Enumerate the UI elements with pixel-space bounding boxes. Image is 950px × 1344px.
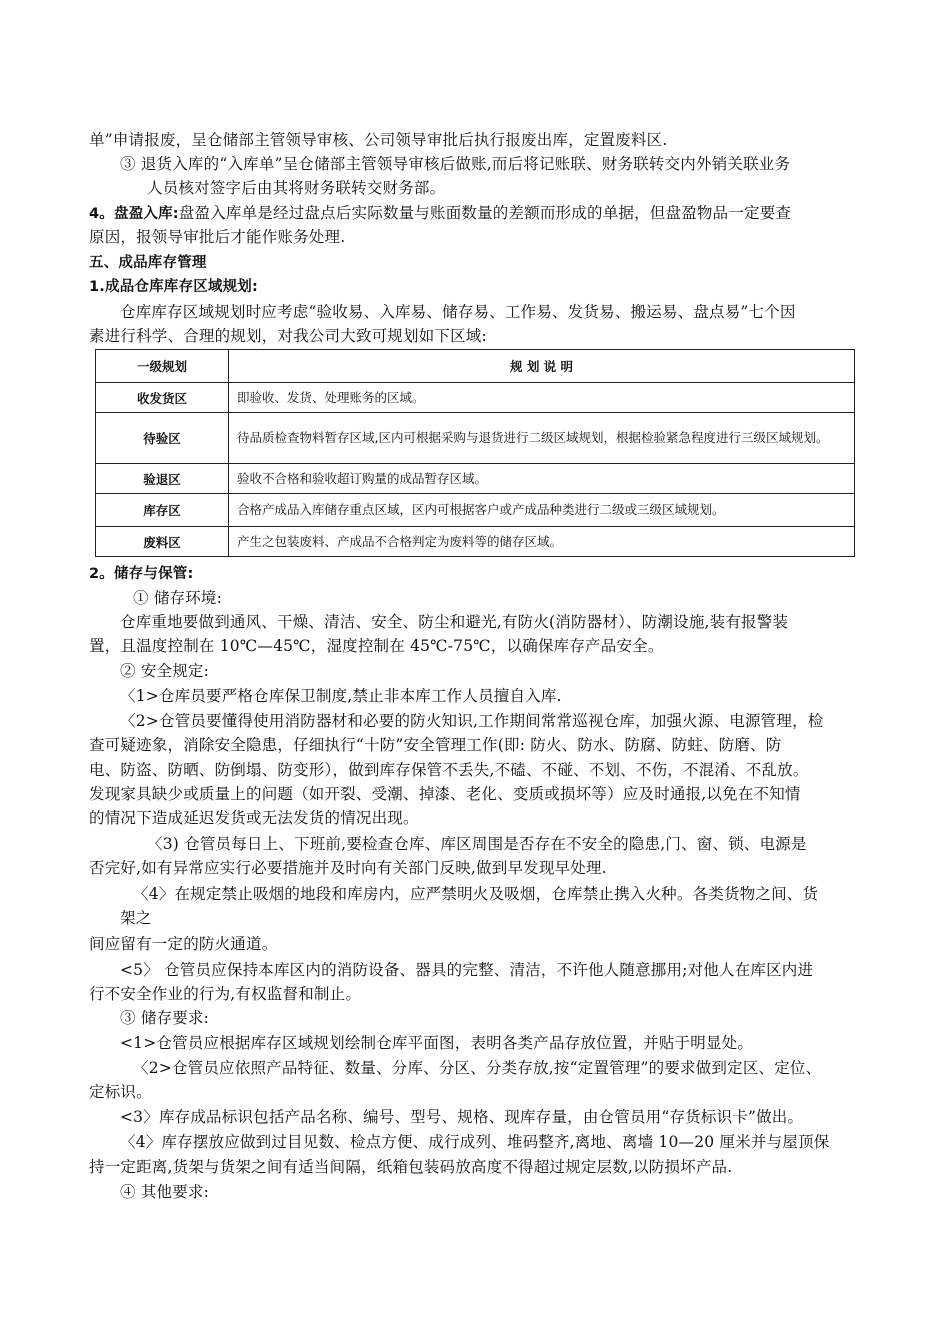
text-line: 〈1>仓库员要严格仓库保卫制度,禁止非本库工作人员擅自入库. <box>120 687 562 705</box>
text-line: <5〉 仓管员应保持本库区内的消防设备、器具的完整、清洁，不许他人随意挪用;对他人在库区内进 <box>120 961 814 979</box>
zone-description: 产生之包装废料、产成品不合格判定为废料等的储存区域。 <box>229 527 855 557</box>
text-line: 〈2>仓管员应依照产品特征、数量、分库、分区、分类存放,按“定置管理”的要求做到定区、定位、 <box>133 1059 822 1077</box>
text-line: 架之 <box>120 909 152 927</box>
text-line: 间应留有一定的防火通道。 <box>89 935 278 953</box>
table-header-cell: 规 划 说 明 <box>229 350 855 383</box>
zone-name: 库存区 <box>96 494 229 527</box>
table-row <box>96 527 855 557</box>
table-row <box>96 464 855 494</box>
text-line: 原因，报领导审批后才能作账务处理. <box>89 228 346 246</box>
text-line: 定标识。 <box>89 1083 152 1101</box>
section-heading: 2。储存与保管: <box>89 566 194 582</box>
table-header-row <box>96 350 855 383</box>
text-line: 查可疑迹象，消除安全隐患，仔细执行“十防”安全管理工作(即: 防火、防水、防腐、防蛀、防磨、防 <box>89 736 782 754</box>
text-line: 的情况下造成延迟发货或无法发货的情况出现。 <box>89 809 419 827</box>
zone-name: 收发货区 <box>96 383 229 413</box>
text-line: ③ 退货入库的“入库单”呈仓储部主管领导审核后做账,而后将记账联、财务联转交内外销关联业务 <box>120 155 791 173</box>
subsection-heading: 1.成品仓库库存区域规划: <box>89 279 258 295</box>
text-line: 否完好,如有异常应实行必要措施并及时向有关部门反映,做到早发现早处理. <box>89 859 607 877</box>
table-row <box>96 413 855 464</box>
table-row <box>96 494 855 527</box>
zone-description: 即验收、发货、处理账务的区域。 <box>229 383 855 413</box>
text-line: <3〉库存成品标识包括产品名称、编号、型号、规格、现库存量，由仓管员用“存货标识卡”做出。 <box>120 1108 804 1126</box>
text-line: ① 储存环境: <box>133 589 223 607</box>
text-line: 行不安全作业的行为,有权监督和制止。 <box>89 985 362 1003</box>
text-line: 〈4〉在规定禁止吸烟的地段和库房内，应严禁明火及吸烟，仓库禁止携入火种。各类货物之间、货 <box>133 885 819 903</box>
text-line: 盘盈入库单是经过盘点后实际数量与账面数量的差额而形成的单据，但盘盈物品一定要查 <box>178 204 792 222</box>
table-row <box>96 383 855 413</box>
text-line: 发现家具缺少或质量上的问题（如开裂、受潮、掉漆、老化、变质或损坏等）应及时通报,以免在不知情 <box>89 785 801 803</box>
text-line: 置，且温度控制在 10℃—45℃，湿度控制在 45℃-75℃，以确保库存产品安全。 <box>89 637 664 655</box>
text-line: 持一定距离,货架与货架之间有适当间隔，纸箱包装码放高度不得超过规定层数,以防损坏产品. <box>89 1158 733 1176</box>
zone-description: 待品质检查物料暂存区域,区内可根据采购与退货进行二级区域规划，根据检验紧急程度进行三级区域规划。 <box>229 413 855 464</box>
zone-name: 废料区 <box>96 527 229 557</box>
text-line: ② 安全规定: <box>120 662 210 680</box>
zone-name: 待验区 <box>96 413 229 464</box>
section-heading: 五、成品库存管理 <box>89 255 207 271</box>
text-line: 电、防盗、防晒、防倒塌、防变形），做到库存保管不丢失,不磕、不碰、不划、不伤，不混淆、不乱放。 <box>89 761 809 779</box>
text-line: <1>仓管员应根据库存区域规划绘制仓库平面图，表明各类产品存放位置，并贴于明显处。 <box>120 1034 754 1052</box>
text-line: 素进行科学、合理的规划，对我公司大致可规划如下区域: <box>89 327 487 345</box>
text-line: 〈3) 仓管员每日上、下班前,要检查仓库、库区周围是否存在不安全的隐患,门、窗、锁、电源是 <box>147 835 807 853</box>
zone-description: 合格产成品入库储存重点区域，区内可根据客户或产成品种类进行二级或三级区域规划。 <box>229 494 855 527</box>
text-line: 仓库库存区域规划时应考虑“验收易、入库易、储存易、工作易、发货易、搬运易、盘点易”七个因 <box>120 303 796 321</box>
text-line: ③ 储存要求: <box>120 1009 210 1027</box>
text-line: 人员核对签字后由其将财务联转交财务部。 <box>147 179 446 197</box>
text-line: 仓库重地要做到通风、干燥、清洁、安全、防尘和避光,有防火(消防器材）、防潮设施,装有报警装 <box>120 613 789 631</box>
inline-heading: 4。盘盈入库: <box>89 206 179 222</box>
zone-description: 验收不合格和验收超订购量的成品暂存区域。 <box>229 464 855 494</box>
zone-planning-table <box>95 349 855 557</box>
text-line: ④ 其他要求: <box>120 1183 210 1201</box>
text-line: 〈2>仓管员要懂得使用消防器材和必要的防火知识,工作期间常常巡视仓库，加强火源、电源管理，检 <box>120 712 824 730</box>
text-line: 单”申请报废，呈仓储部主管领导审核、公司领导审批后执行报废出库，定置废料区. <box>89 131 668 149</box>
paragraph-inventory-surplus <box>89 201 879 226</box>
text-line: 〈4〉库存摆放应做到过目见数、检点方便、成行成列、堆码整齐,离地、离墙 10—20 厘米并与屋顶保 <box>120 1133 830 1151</box>
table-header-cell: 一级规划 <box>96 350 229 383</box>
zone-name: 验退区 <box>96 464 229 494</box>
